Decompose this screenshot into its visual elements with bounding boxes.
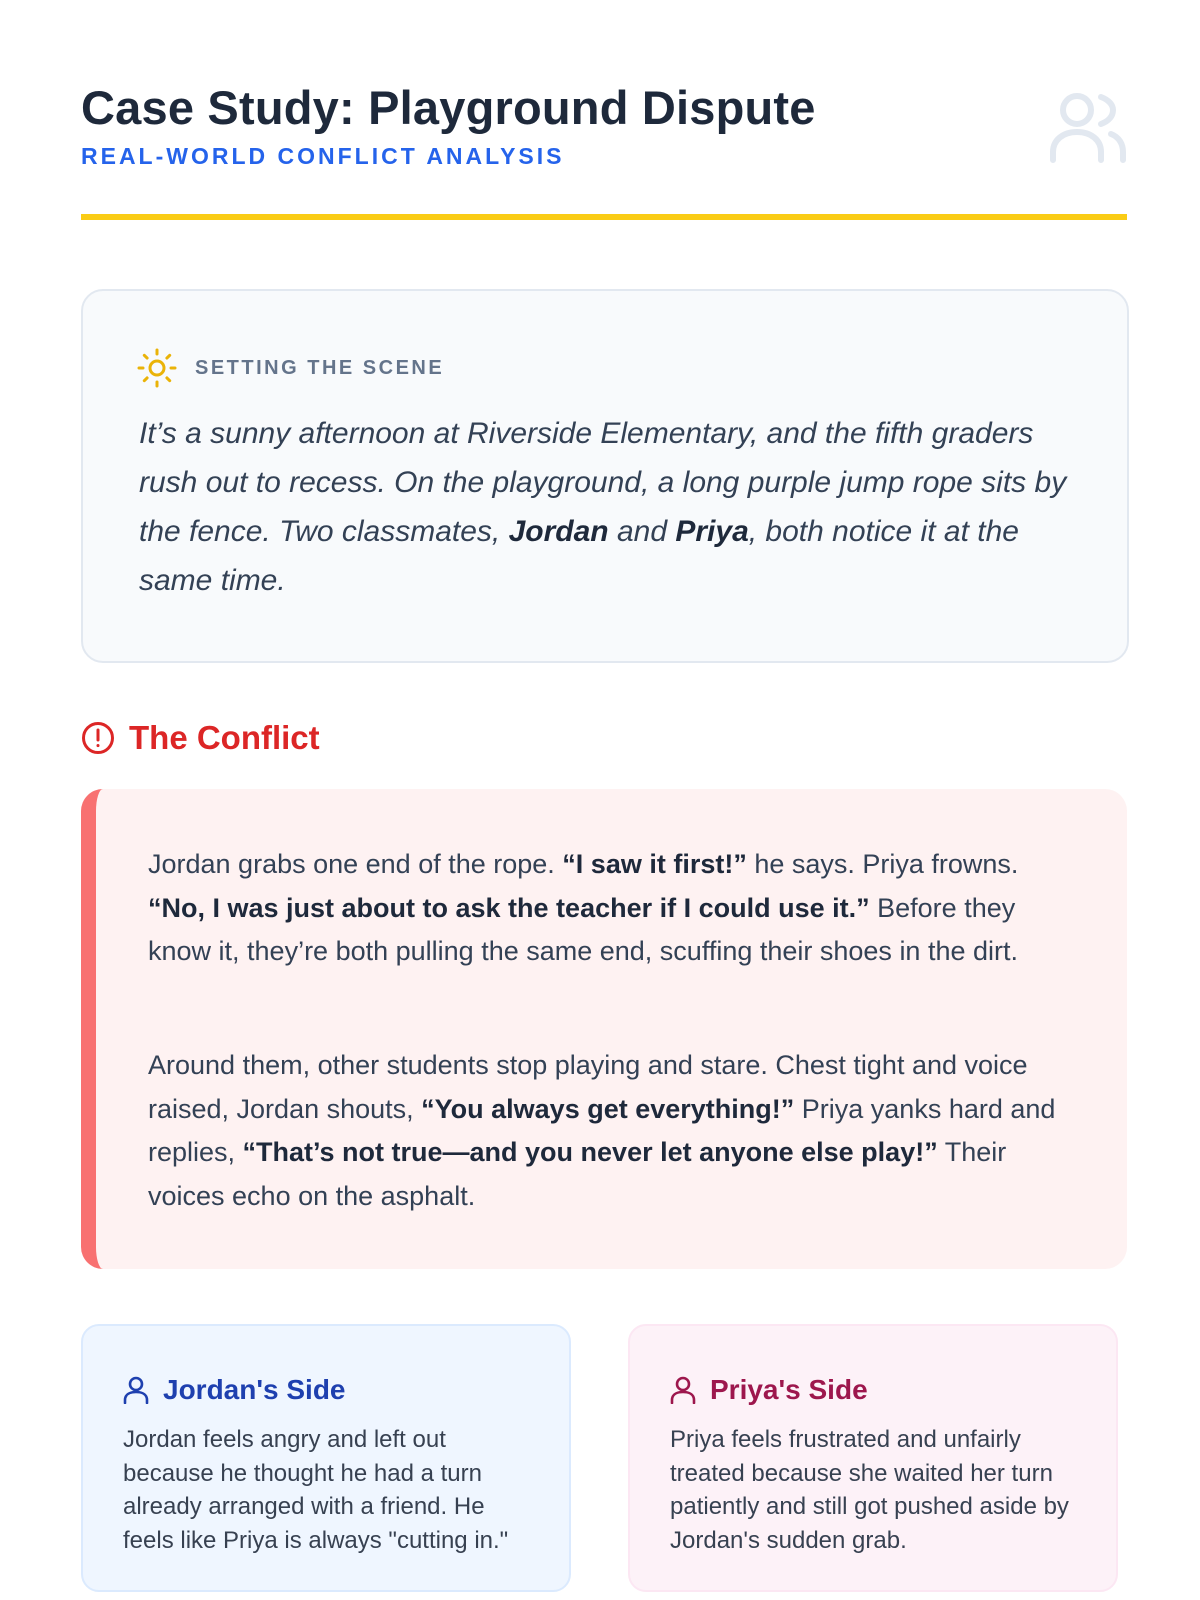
conflict-p2-text-2: Priya yanks hard and replies, [148, 1093, 1056, 1167]
conflict-heading [81, 716, 320, 760]
conflict-title: The Conflict [129, 719, 320, 756]
priya-side-header [670, 1370, 868, 1410]
jordan-side-header [123, 1370, 346, 1410]
page-subtitle: REAL-WORLD CONFLICT ANALYSIS [81, 143, 565, 169]
jordan-side-text: Jordan feels angry and left out because he thought he had a turn already arranged with a friend. He feels like Priya is always "cutting in." [123, 1426, 509, 1554]
conflict-p1-text-2: he says. Priya frowns. [746, 849, 1019, 879]
conflict-p1-quote-2: “No, I was just about to ask the teacher if I could use it.” [148, 892, 870, 923]
alert-circle-icon [81, 721, 115, 755]
page [81, 0, 1127, 1554]
scene-name-priya: Priya [675, 515, 749, 548]
user-icon [123, 1376, 149, 1404]
scene-name-jordan: Jordan [508, 515, 609, 548]
scene-header [137, 348, 444, 388]
jordan-side-card [81, 1324, 571, 1592]
conflict-card [81, 789, 1127, 1269]
scene-text-start: It’s a sunny afternoon at Riverside Elementary, and the fifth graders rush out to recess. On the playground, a long purple jump rope sits by the fence. Two classmates, [139, 417, 1067, 548]
scene-text [139, 409, 1069, 605]
conflict-paragraph-1 [148, 843, 1073, 974]
jordan-side-title: Jordan's Side [163, 1374, 346, 1405]
conflict-paragraph-2 [148, 1044, 1073, 1218]
conflict-p1-quote-1: “I saw it first!” [562, 849, 747, 879]
scene-text-and: and [608, 515, 676, 548]
conflict-p2-quote-2: “That’s not true—and you never let anyone else play!” [242, 1137, 938, 1167]
scene-card [81, 289, 1129, 663]
page-title: Case Study: Playground Dispute [81, 81, 816, 134]
scene-label: SETTING THE SCENE [195, 356, 445, 379]
header-divider [81, 214, 1127, 220]
header [81, 0, 1127, 222]
users-icon [1049, 92, 1127, 164]
conflict-p1-text-3: Before they know it, they’re both pulling the same end, scuffing their shoes in the dirt. [148, 892, 1018, 966]
priya-side-title: Priya's Side [710, 1374, 868, 1405]
conflict-p2-quote-1: “You always get everything!” [421, 1093, 795, 1124]
conflict-p2-text-3: Their voices echo on the asphalt. [148, 1137, 1007, 1211]
sun-icon [137, 348, 177, 388]
scene-text-end: , both notice it at the same time. [139, 515, 1019, 597]
conflict-p1-text-1: Jordan grabs one end of the rope. [148, 849, 563, 879]
user-icon [670, 1376, 696, 1404]
priya-side-card [628, 1324, 1118, 1592]
priya-side-text: Priya feels frustrated and unfairly treated because she waited her turn patiently and still got pushed aside by Jordan's sudden grab. [670, 1426, 1069, 1554]
conflict-p2-text-1: Around them, other students stop playing and stare. Chest tight and voice raised, Jordan shouts, [148, 1050, 1028, 1124]
